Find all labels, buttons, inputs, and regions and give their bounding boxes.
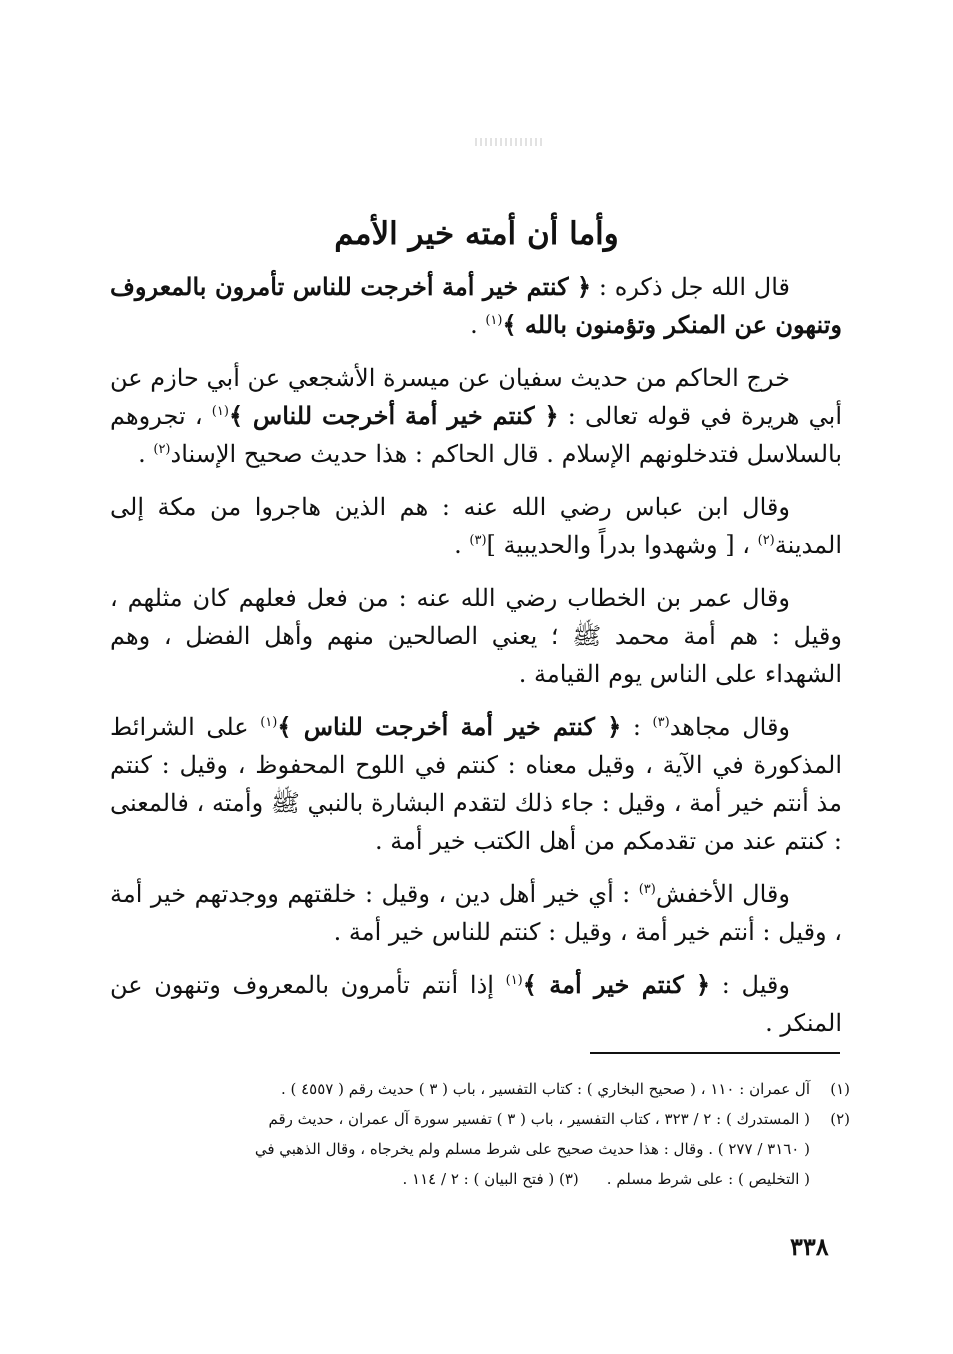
p5-text-2: : [621, 713, 653, 741]
footnote-text: ( التخليص ) : على شرط مسلم . [606, 1170, 810, 1188]
paragraph-5 [110, 708, 842, 860]
p4-text-1: وقال عمر بن الخطاب رضي الله عنه : من فعل فعلهم كان مثلهم ، وقيل : هم أمة محمد ﷺ ؛ يعني الصالحين منهم وأهل الفضل ، وهم الشهداء على الناس يوم القيامة . [110, 584, 842, 688]
p2-text-3: . [138, 440, 154, 468]
paragraph-4 [110, 579, 842, 693]
p5-text-3: على الشرائط المذكورة في الآية ، وقيل معناه : كنتم في اللوح المحفوظ ، وقيل : كنتم مذ أنتم خير أمة ، وقيل : جاء ذلك لتقدم البشارة بالنبي ﷺ وأمته ، فالمعنى : كنتم عند من تقدمكم من أهل الكتب خير أمة . [110, 713, 842, 855]
footnote-3: (٣) ( فتح البيان ) : ٢ / ١١٤ . [402, 1170, 579, 1188]
p2-text-1: خرج الحاكم من حديث سفيان عن ميسرة الأشجعي عن أبي حازم عن أبي هريرة في قوله تعالى : [110, 364, 842, 430]
footnote-ref: (٣) [638, 882, 656, 897]
p6-text-1: وقال الأخفش [655, 880, 790, 908]
scan-artifact [475, 138, 545, 146]
p5-verse: ﴿ كنتم خير أمة أخرجت للناس ﴾ [277, 712, 622, 741]
footnote-2 [110, 1104, 850, 1134]
footnote-ref: (١) [485, 313, 503, 328]
p7-verse: ﴿ كنتم خير أمة ﴾ [522, 970, 711, 999]
p3-text-1: وقال ابن عباس رضي الله عنه : هم الذين هاجروا من مكة إلى المدينة [110, 493, 842, 559]
footnote-text: آل عمران : ١١٠ ، ( صحيح البخاري ) : كتاب التفسير ، باب ( ٣ ) حديث رقم ( ٤٥٥٧ ) . [280, 1080, 810, 1098]
section-title: وأما أن أمته خير الأمم [334, 216, 619, 252]
p5-text-1: وقال مجاهد [669, 713, 791, 741]
p2-verse: ﴿ كنتم خير أمة أخرجت للناس ﴾ [228, 401, 559, 430]
p2-text-2: ، تجروهم بالسلاسل فتدخلونهم الإسلام . قال الحاكم : هذا حديث صحيح الإسناد [110, 402, 842, 468]
p3-text-3: . [454, 531, 470, 559]
footnote-number: (١) [830, 1080, 850, 1098]
p1-verse: ﴿ كنتم خير أمة أخرجت للناس تأمرون بالمعروف وتنهون عن المنكر وتؤمنون بالله ﴾ [110, 272, 842, 339]
paragraph-2 [110, 359, 842, 473]
page-number: ٣٣٨ [790, 1232, 829, 1261]
body-text [110, 268, 842, 1057]
footnote-ref: (٣) [469, 533, 487, 548]
paragraph-3 [110, 488, 842, 564]
paragraph-7 [110, 966, 842, 1042]
footnote-ref: (٣) [652, 715, 670, 730]
footnote-ref: (٢) [153, 442, 171, 457]
footnotes [110, 1074, 850, 1194]
p3-text-2: ، [ وشهدوا بدراً والحديبية ] [486, 531, 758, 559]
footnote-ref: (١) [260, 715, 278, 730]
footnote-text: ( المستدرك ) : ٢ / ٣٢٣ ، كتاب التفسير ، باب ( ٣ ) تفسير سورة آل عمران ، حديث رقم [268, 1110, 810, 1128]
footnote-1 [110, 1074, 850, 1104]
footnote-ref: (١) [505, 973, 523, 988]
footnote-2-continued: ( ٣١٦٠ / ٢٧٧ ) . وقال : هذا حديث صحيح على شرط مسلم ولم يخرجاه ، وقال الذهبي في [254, 1140, 810, 1158]
footnote-divider [590, 1052, 840, 1054]
paragraph-6 [110, 875, 842, 951]
p7-text-1: وقيل : [710, 971, 790, 999]
footnote-2-continued-last [110, 1164, 850, 1194]
footnote-ref: (٢) [757, 533, 775, 548]
p1-end: . [470, 311, 486, 339]
paragraph-1 [110, 268, 842, 344]
p1-intro: قال الله جل ذكره : [591, 273, 790, 301]
p6-text-2: : أي خير أهل دين ، وقيل : خلقتهم ووجدتهم خير أمة ، وقيل : أنتم خير أمة ، وقيل : كنتم للناس خير أمة . [110, 880, 842, 946]
footnote-ref: (١) [211, 404, 229, 419]
footnote-number: (٢) [830, 1110, 850, 1128]
p7-text-2: إذا أنتم تأمرون بالمعروف وتنهون عن المنكر . [110, 971, 842, 1037]
